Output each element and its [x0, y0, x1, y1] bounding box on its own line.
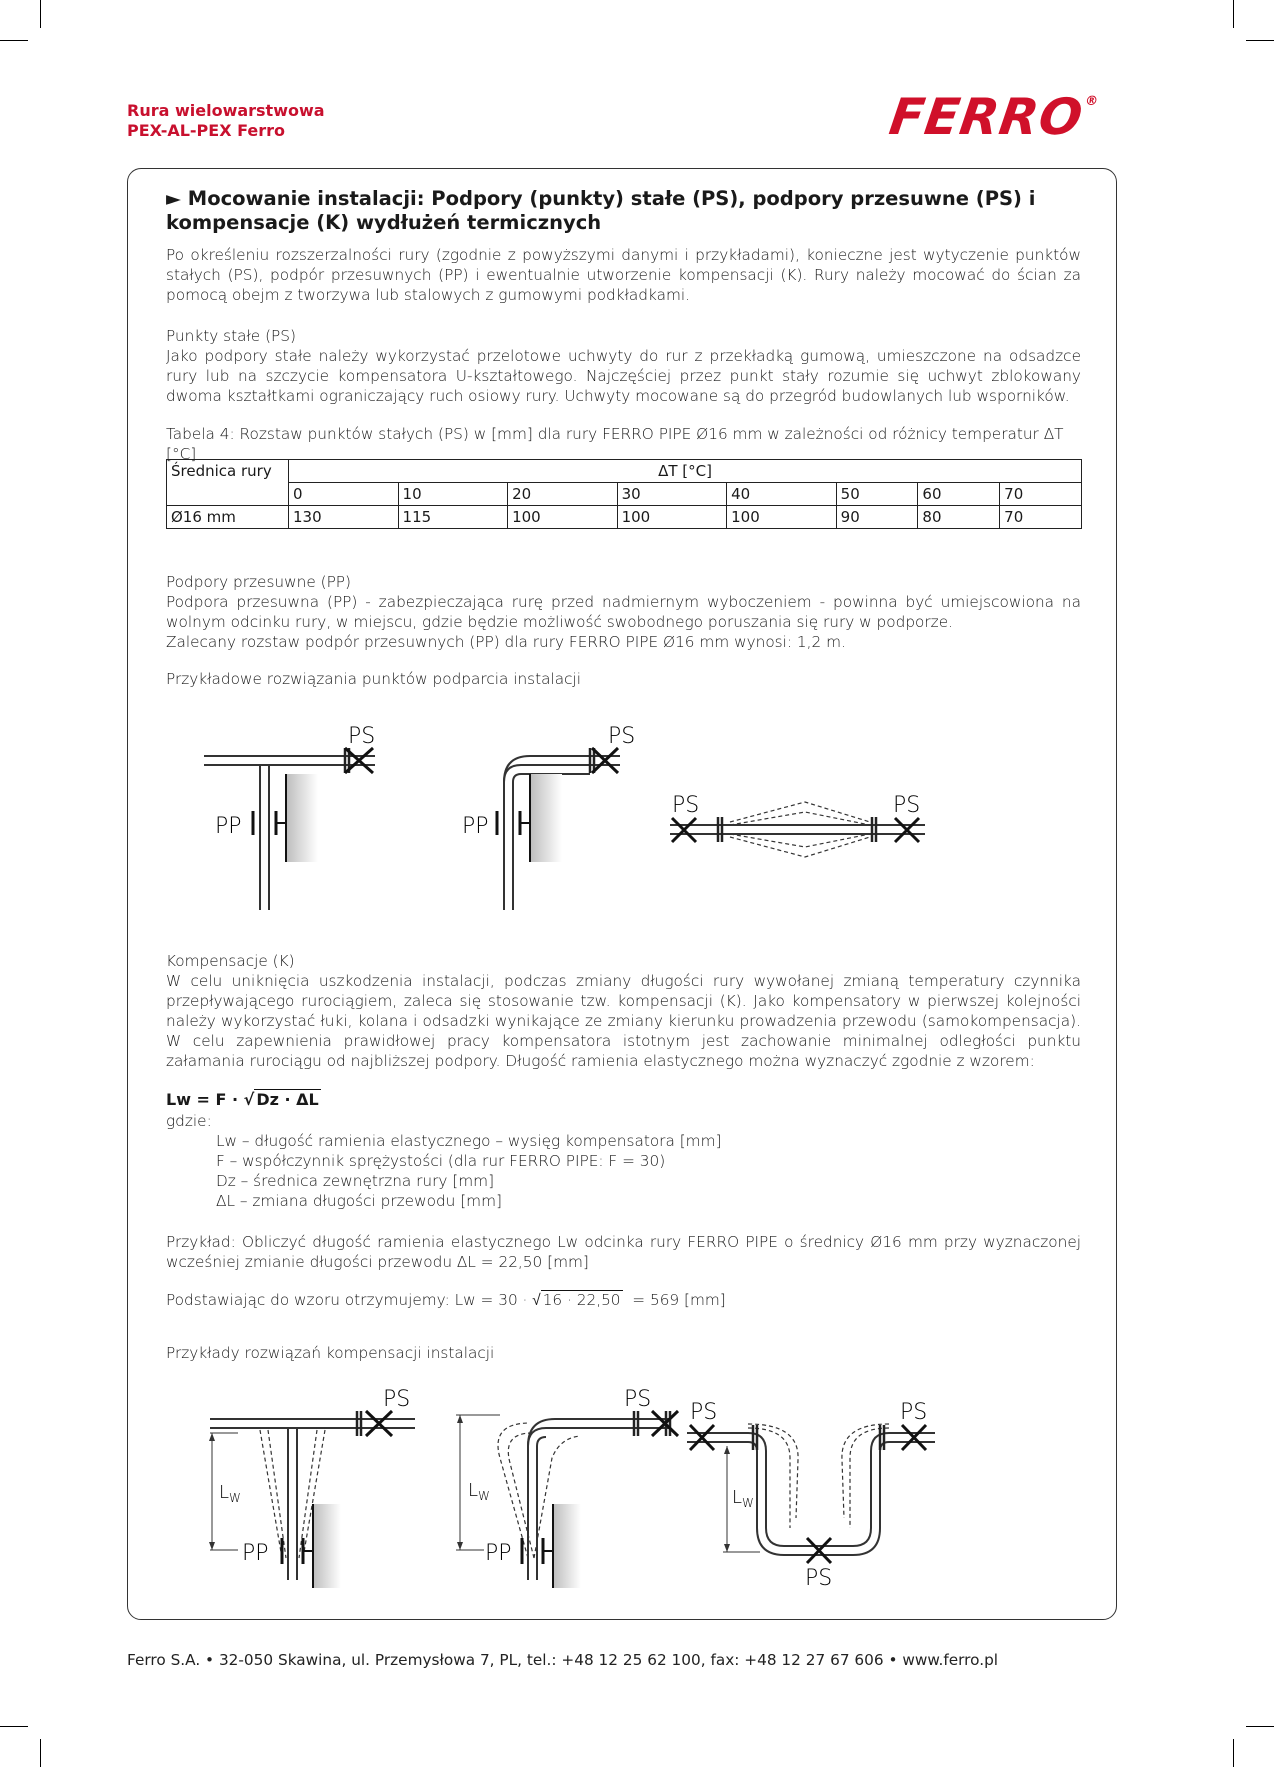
crop-mark: [0, 40, 28, 41]
support-examples-caption: Przykładowe rozwiązania punktów podparcia instalacji: [166, 670, 582, 688]
definition-item: F – współczynnik sprężystości (dla rur FERRO PIPE: F = 30): [216, 1152, 666, 1170]
col-header: 20: [508, 483, 618, 506]
tee-support-diagram: [204, 724, 375, 910]
formula-root: Dz · ΔL: [256, 1090, 319, 1109]
crop-mark: [1233, 1739, 1234, 1767]
label-lw: $L_W$: [468, 1480, 490, 1503]
label-ps: PS: [900, 1400, 928, 1425]
document-title-line2: PEX-AL-PEX Ferro: [127, 121, 286, 140]
fixed-points-text: Jako podpory stałe należy wykorzystać przelotowe uchwyty do rur z przekładką gumową, umieszczone na odsadzce rury lub na szczycie kompensatora U-kształtowego. Najczęściej przez punkt stały rozumie się uchwyt zblokowany dwoma kształtkami ograniczający ruch osiowy rury. Uchwyty mocowane są do przegród budowlanych lub wsporników.: [166, 347, 1081, 405]
crop-mark: [40, 0, 41, 28]
crop-mark: [1246, 1726, 1274, 1727]
col-header: 70: [1000, 483, 1082, 506]
elbow-compensation-diagram: [456, 1387, 678, 1588]
col-header: 40: [727, 483, 837, 506]
table-cell: 100: [617, 506, 727, 529]
crop-mark: [0, 1726, 28, 1727]
substitution-result: = 569 [mm]: [632, 1291, 726, 1309]
registered-mark: ®: [1083, 94, 1101, 109]
straight-compensation-diagram: [670, 793, 925, 857]
definition-item: Dz – średnica zewnętrzna rury [mm]: [216, 1172, 495, 1190]
document-title-line1: Rura wielowarstwowa: [127, 101, 325, 120]
ferro-logo: [886, 88, 1101, 146]
u-loop-compensation-diagram: [687, 1400, 935, 1591]
crop-mark: [1246, 40, 1274, 41]
column-headers-row: [167, 483, 1082, 506]
label-ps: PS: [690, 1400, 718, 1425]
elbow-support-diagram: [462, 724, 635, 910]
company-footer: Ferro S.A. • 32-050 Skawina, ul. Przemysłowa 7, PL, tel.: +48 12 25 62 100, fax: +48 12 27 67 606 • www.ferro.pl: [127, 1651, 999, 1669]
definition-item: ΔL – zmiana długości przewodu [mm]: [216, 1192, 502, 1210]
label-lw: $L_W$: [732, 1487, 754, 1510]
col-header: 30: [617, 483, 727, 506]
sliding-supports-text: Podpora przesuwna (PP) - zabezpieczająca rurę przed nadmiernym wyboczeniem - powinna być umiejscowiona na wolnym odcinku rury, w miejscu, gdzie będzie możliwość swobodnego poruszania się rury w podporze.: [166, 593, 1081, 631]
row-label: Ø16 mm: [167, 506, 289, 529]
substitution-left: Podstawiając do wzoru otrzymujemy: Lw = 30 ·: [166, 1291, 533, 1309]
definition-item: Lw – długość ramienia elastycznego – wysięg kompensatora [mm]: [216, 1132, 722, 1150]
table-cell: 130: [289, 506, 399, 529]
label-lw: $L_W$: [219, 1482, 241, 1505]
compensation-examples-diagram: [200, 1378, 960, 1593]
label-ps: PS: [805, 1566, 833, 1591]
label-ps: PS: [608, 724, 636, 749]
col-header: 10: [398, 483, 508, 506]
table-cell: 90: [836, 506, 918, 529]
compensation-heading: Kompensacje (K): [166, 952, 295, 970]
intro-paragraph: Po określeniu rozszerzalności rury (zgodnie z powyższymi danymi i przykładami), konieczne jest wytyczenie punktów stałych (PS), podpór przesuwnych (PP) i ewentualnie utworzenie kompensacji (K). Rury należy mocować do ścian za pomocą obejm z tworzywa lub stalowych z gumowymi podkładkami.: [166, 246, 1081, 304]
label-pp: PP: [215, 814, 242, 839]
fixed-points-heading: Punkty stałe (PS): [166, 327, 296, 345]
crop-mark: [40, 1739, 41, 1767]
tee-compensation-diagram: [209, 1387, 415, 1588]
table-cell: 115: [398, 506, 508, 529]
col-header: 50: [836, 483, 918, 506]
label-ps: PS: [383, 1387, 411, 1412]
document-title: [127, 101, 325, 141]
section-title: ► Mocowanie instalacji: Podpory (punkty) stałe (PS), podpory przesuwne (PS) i kompensacje (K) wydłużeń termicznych: [166, 187, 1036, 234]
sliding-supports-spacing: Zalecany rozstaw podpór przesuwnych (PP) dla rury FERRO PIPE Ø16 mm wynosi: 1,2 m.: [166, 633, 846, 651]
formula: Lw = F · √ Dz · ΔL: [166, 1090, 319, 1109]
substitution-line: Podstawiając do wzoru otrzymujemy: Lw = 30 · √ 16 · 22,50 = 569 [mm]: [166, 1291, 726, 1309]
table-cell: 70: [1000, 506, 1082, 529]
table-cell: 100: [727, 506, 837, 529]
gdzie-label: gdzie:: [166, 1112, 212, 1130]
table-cell: 80: [918, 506, 1000, 529]
sliding-supports-heading: Podpory przesuwne (PP): [166, 573, 351, 591]
compensation-text: W celu uniknięcia uszkodzenia instalacji, podczas zmiany długości rury wywołanej zmianą temperatury czynnika przepływającego rurociągiem, zaleca się stosowanie tzw. kompensacji (K). Jako kompensatory w pierwszej kolejności należy wykorzystać łuki, kolana i odsadzki wynikające ze zmiany kierunku prowadzenia przewodu (samokompensacja). W celu zapewnienia prawidłowej pracy kompensatora istotnym jest zachowanie minimalnej odległości punktu załamania rurociągu od najbliższej podpory. Długość ramienia elastycznego można wyznaczyć zgodnie z wzorem:: [166, 972, 1081, 1070]
compensation-examples-caption: Przykłady rozwiązań kompensacji instalacji: [166, 1344, 495, 1362]
spacing-table: [166, 459, 1082, 529]
table-cell: 100: [508, 506, 618, 529]
label-ps: PS: [624, 1387, 652, 1412]
table-row: [167, 506, 1082, 529]
support-examples-diagram: [190, 712, 950, 917]
table-caption: Tabela 4: Rozstaw punktów stałych (PS) w [mm] dla rury FERRO PIPE Ø16 mm w zależności od różnicy temperatur ΔT [°C]: [166, 425, 1064, 463]
label-ps: PS: [348, 724, 376, 749]
substitution-root: 16 · 22,50: [542, 1291, 621, 1309]
delta-t-header: ΔT [°C]: [289, 460, 1082, 483]
col-header: 0: [289, 483, 399, 506]
label-pp: PP: [462, 814, 489, 839]
label-pp: PP: [485, 1541, 512, 1566]
label-ps: PS: [672, 793, 700, 818]
col-header: 60: [918, 483, 1000, 506]
logo-text: FERRO: [885, 88, 1087, 146]
label-ps: PS: [893, 793, 921, 818]
label-pp: PP: [242, 1541, 269, 1566]
crop-mark: [1233, 0, 1234, 28]
row-header-cell: Średnica rury: [167, 460, 289, 506]
formula-left: Lw = F ·: [166, 1090, 244, 1109]
example-text: Przykład: Obliczyć długość ramienia elastycznego Lw odcinka rury FERRO PIPE o średnicy Ø16 mm przy wyznaczonej wcześniej zmianie długości przewodu ΔL = 22,50 [mm]: [166, 1233, 1081, 1271]
